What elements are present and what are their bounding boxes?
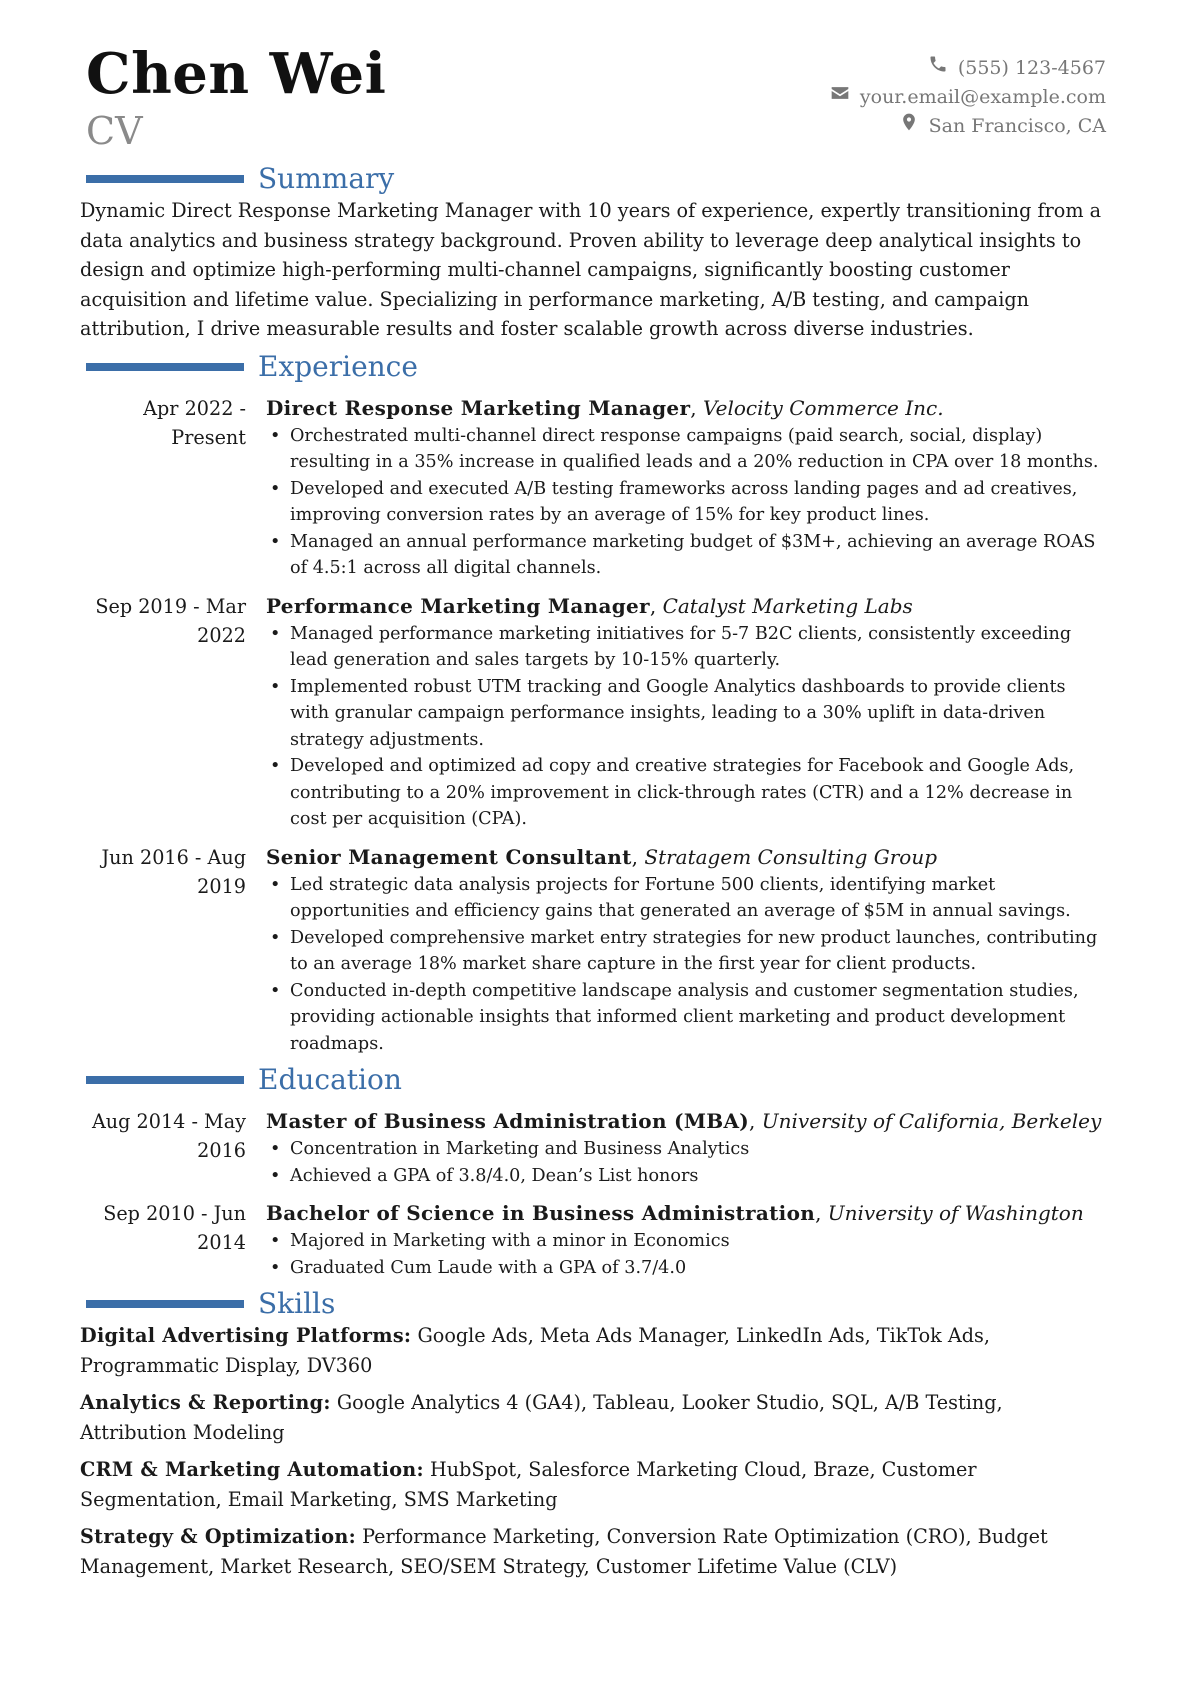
bullet-item: • Managed performance marketing initiatives for 5-7 B2C clients, consistently exceeding lead generation and sales targets by 10-15% quarterly. [266, 621, 1106, 674]
skill-group [80, 1522, 1106, 1581]
skills-title: Skills [258, 1287, 336, 1320]
bullet-item: • Developed and optimized ad copy and creative strategies for Facebook and Google Ads, contributing to a 20% improvement in click-through rates (CTR) and a 12% decrease in cost per acquisition (CPA). [266, 753, 1106, 833]
experience-list [86, 394, 1106, 1058]
education-title: Education [258, 1063, 402, 1096]
summary-title: Summary [258, 162, 395, 195]
entry-institution: University of California, Berkeley [761, 1109, 1102, 1133]
section-bar [86, 363, 244, 371]
map-pin-icon [899, 112, 919, 141]
envelope-icon [830, 83, 850, 112]
contact-email [830, 83, 1106, 112]
bullet-item: • Implemented robust UTM tracking and Google Analytics dashboards to provide clients with granular campaign performance insights, leading to a 30% uplift in data-driven strategy adjustments. [266, 674, 1106, 754]
education-entry [86, 1107, 1106, 1189]
entry-bullets [266, 872, 1106, 1058]
resume-page [80, 41, 1106, 1589]
bullet-item: • Majored in Marketing with a minor in Economics [266, 1228, 1106, 1255]
entry-date: Sep 2019 - Mar 2022 [95, 594, 246, 647]
skill-values: Performance Marketing, Conversion Rate Optimization (CRO), Budget Management, Market Research, SEO/SEM Strategy, Customer Lifetime Value (CLV) [80, 1525, 1048, 1578]
skill-label: Strategy & Optimization: [80, 1525, 356, 1548]
entry-bullets [266, 423, 1106, 582]
summary-text: Dynamic Direct Response Marketing Manager with 10 years of experience, expertly transitioning from a data analytics and business strategy background. Proven ability to leverage deep analytical insights to design and optimize high-performing multi-channel campaigns, significantly boosting customer acquisition and lifetime value. Specializing in performance marketing, A/B testing, and campaign attribution, I drive measurable results and foster scalable growth across diverse industries. [80, 199, 1102, 340]
experience-entry [86, 592, 1106, 833]
entry-role: Performance Marketing Manager [266, 593, 650, 618]
skill-label: Analytics & Reporting: [80, 1391, 331, 1414]
bullet-item: • Achieved a GPA of 3.8/4.0, Dean’s List honors [266, 1163, 1106, 1190]
email-address[interactable]: your.email@example.com [859, 86, 1106, 108]
skill-values: Google Analytics 4 (GA4), Tableau, Looker Studio, SQL, A/B Testing, Attribution Modeling [80, 1391, 1003, 1444]
summary-heading [76, 162, 1106, 196]
contact-location [830, 112, 1106, 141]
entry-degree: Master of Business Administration (MBA) [266, 1109, 750, 1133]
entry-bullets [266, 1136, 1106, 1189]
entry-role: Direct Response Marketing Manager [266, 395, 691, 420]
skill-label: CRM & Marketing Automation: [80, 1458, 424, 1481]
bullet-item: • Led strategic data analysis projects for Fortune 500 clients, identifying market opportunities and efficiency gains that generated an average of $5M in annual savings. [266, 872, 1106, 925]
education-list [86, 1107, 1106, 1281]
contact-phone [830, 54, 1106, 83]
education-heading [76, 1063, 1106, 1097]
document-subtitle: CV [86, 109, 143, 153]
experience-heading [76, 350, 1106, 384]
entry-heading: Direct Response Marketing Manager, Velocity Commerce Inc. [266, 395, 944, 420]
entry-role: Senior Management Consultant [266, 844, 632, 869]
skill-label: Digital Advertising Platforms: [80, 1324, 412, 1347]
entry-heading: Senior Management Consultant, Stratagem Consulting Group [266, 844, 938, 869]
skills-list [80, 1321, 1106, 1581]
skill-values: HubSpot, Salesforce Marketing Cloud, Braze, Customer Segmentation, Email Marketing, SMS Marketing [80, 1458, 977, 1511]
entry-bullets [266, 621, 1106, 833]
bullet-item: • Managed an annual performance marketing budget of $3M+, achieving an average ROAS of 4.5:1 across all digital channels. [266, 529, 1106, 582]
entry-date: Aug 2014 - May 2016 [91, 1110, 246, 1162]
resume-header [86, 41, 1106, 156]
entry-organization: Stratagem Consulting Group [644, 844, 938, 869]
bullet-item: • Concentration in Marketing and Business Analytics [266, 1136, 1106, 1163]
entry-date: Jun 2016 - Aug 2019 [101, 845, 246, 898]
entry-heading: Performance Marketing Manager, Catalyst Marketing Labs [266, 593, 913, 618]
experience-title: Experience [258, 349, 418, 383]
entry-institution: University of Washington [827, 1201, 1084, 1225]
entry-degree: Bachelor of Science in Business Administration [266, 1201, 816, 1225]
education-entry [86, 1199, 1106, 1281]
phone-number: (555) 123-4567 [957, 57, 1106, 79]
entry-heading: Master of Business Administration (MBA), University of California, Berkeley [266, 1109, 1102, 1133]
skill-values: Google Ads, Meta Ads Manager, LinkedIn Ads, TikTok Ads, Programmatic Display, DV360 [80, 1324, 990, 1377]
location-text: San Francisco, CA [928, 115, 1106, 137]
contact-info [830, 54, 1106, 141]
bullet-item: • Graduated Cum Laude with a GPA of 3.7/4.0 [266, 1255, 1106, 1282]
skill-group [80, 1321, 1106, 1380]
entry-date: Apr 2022 - Present [143, 396, 246, 449]
bullet-item: • Developed comprehensive market entry strategies for new product launches, contributing to an average 18% market share capture in the first year for client products. [266, 925, 1106, 978]
skill-group [80, 1455, 1106, 1514]
skill-group [80, 1388, 1106, 1447]
section-bar [86, 175, 244, 183]
entry-heading: Bachelor of Science in Business Administration, University of Washington [266, 1201, 1084, 1225]
entry-bullets [266, 1228, 1106, 1281]
section-bar [86, 1076, 244, 1084]
experience-entry [86, 394, 1106, 582]
bullet-item: • Orchestrated multi-channel direct response campaigns (paid search, social, display) resulting in a 35% increase in qualified leads and a 20% reduction in CPA over 18 months. [266, 423, 1106, 476]
entry-organization: Velocity Commerce Inc. [703, 395, 944, 420]
phone-icon [928, 54, 948, 83]
entry-date: Sep 2010 - Jun 2014 [103, 1202, 246, 1254]
skills-heading [76, 1287, 1106, 1321]
bullet-item: • Developed and executed A/B testing frameworks across landing pages and ad creatives, improving conversion rates by an average of 15% for key product lines. [266, 476, 1106, 529]
experience-entry [86, 843, 1106, 1058]
candidate-name: Chen Wei [86, 41, 387, 107]
section-bar [86, 1300, 244, 1308]
bullet-item: • Conducted in-depth competitive landscape analysis and customer segmentation studies, providing actionable insights that informed client marketing and product development roadmaps. [266, 978, 1106, 1058]
entry-organization: Catalyst Marketing Labs [662, 593, 913, 618]
